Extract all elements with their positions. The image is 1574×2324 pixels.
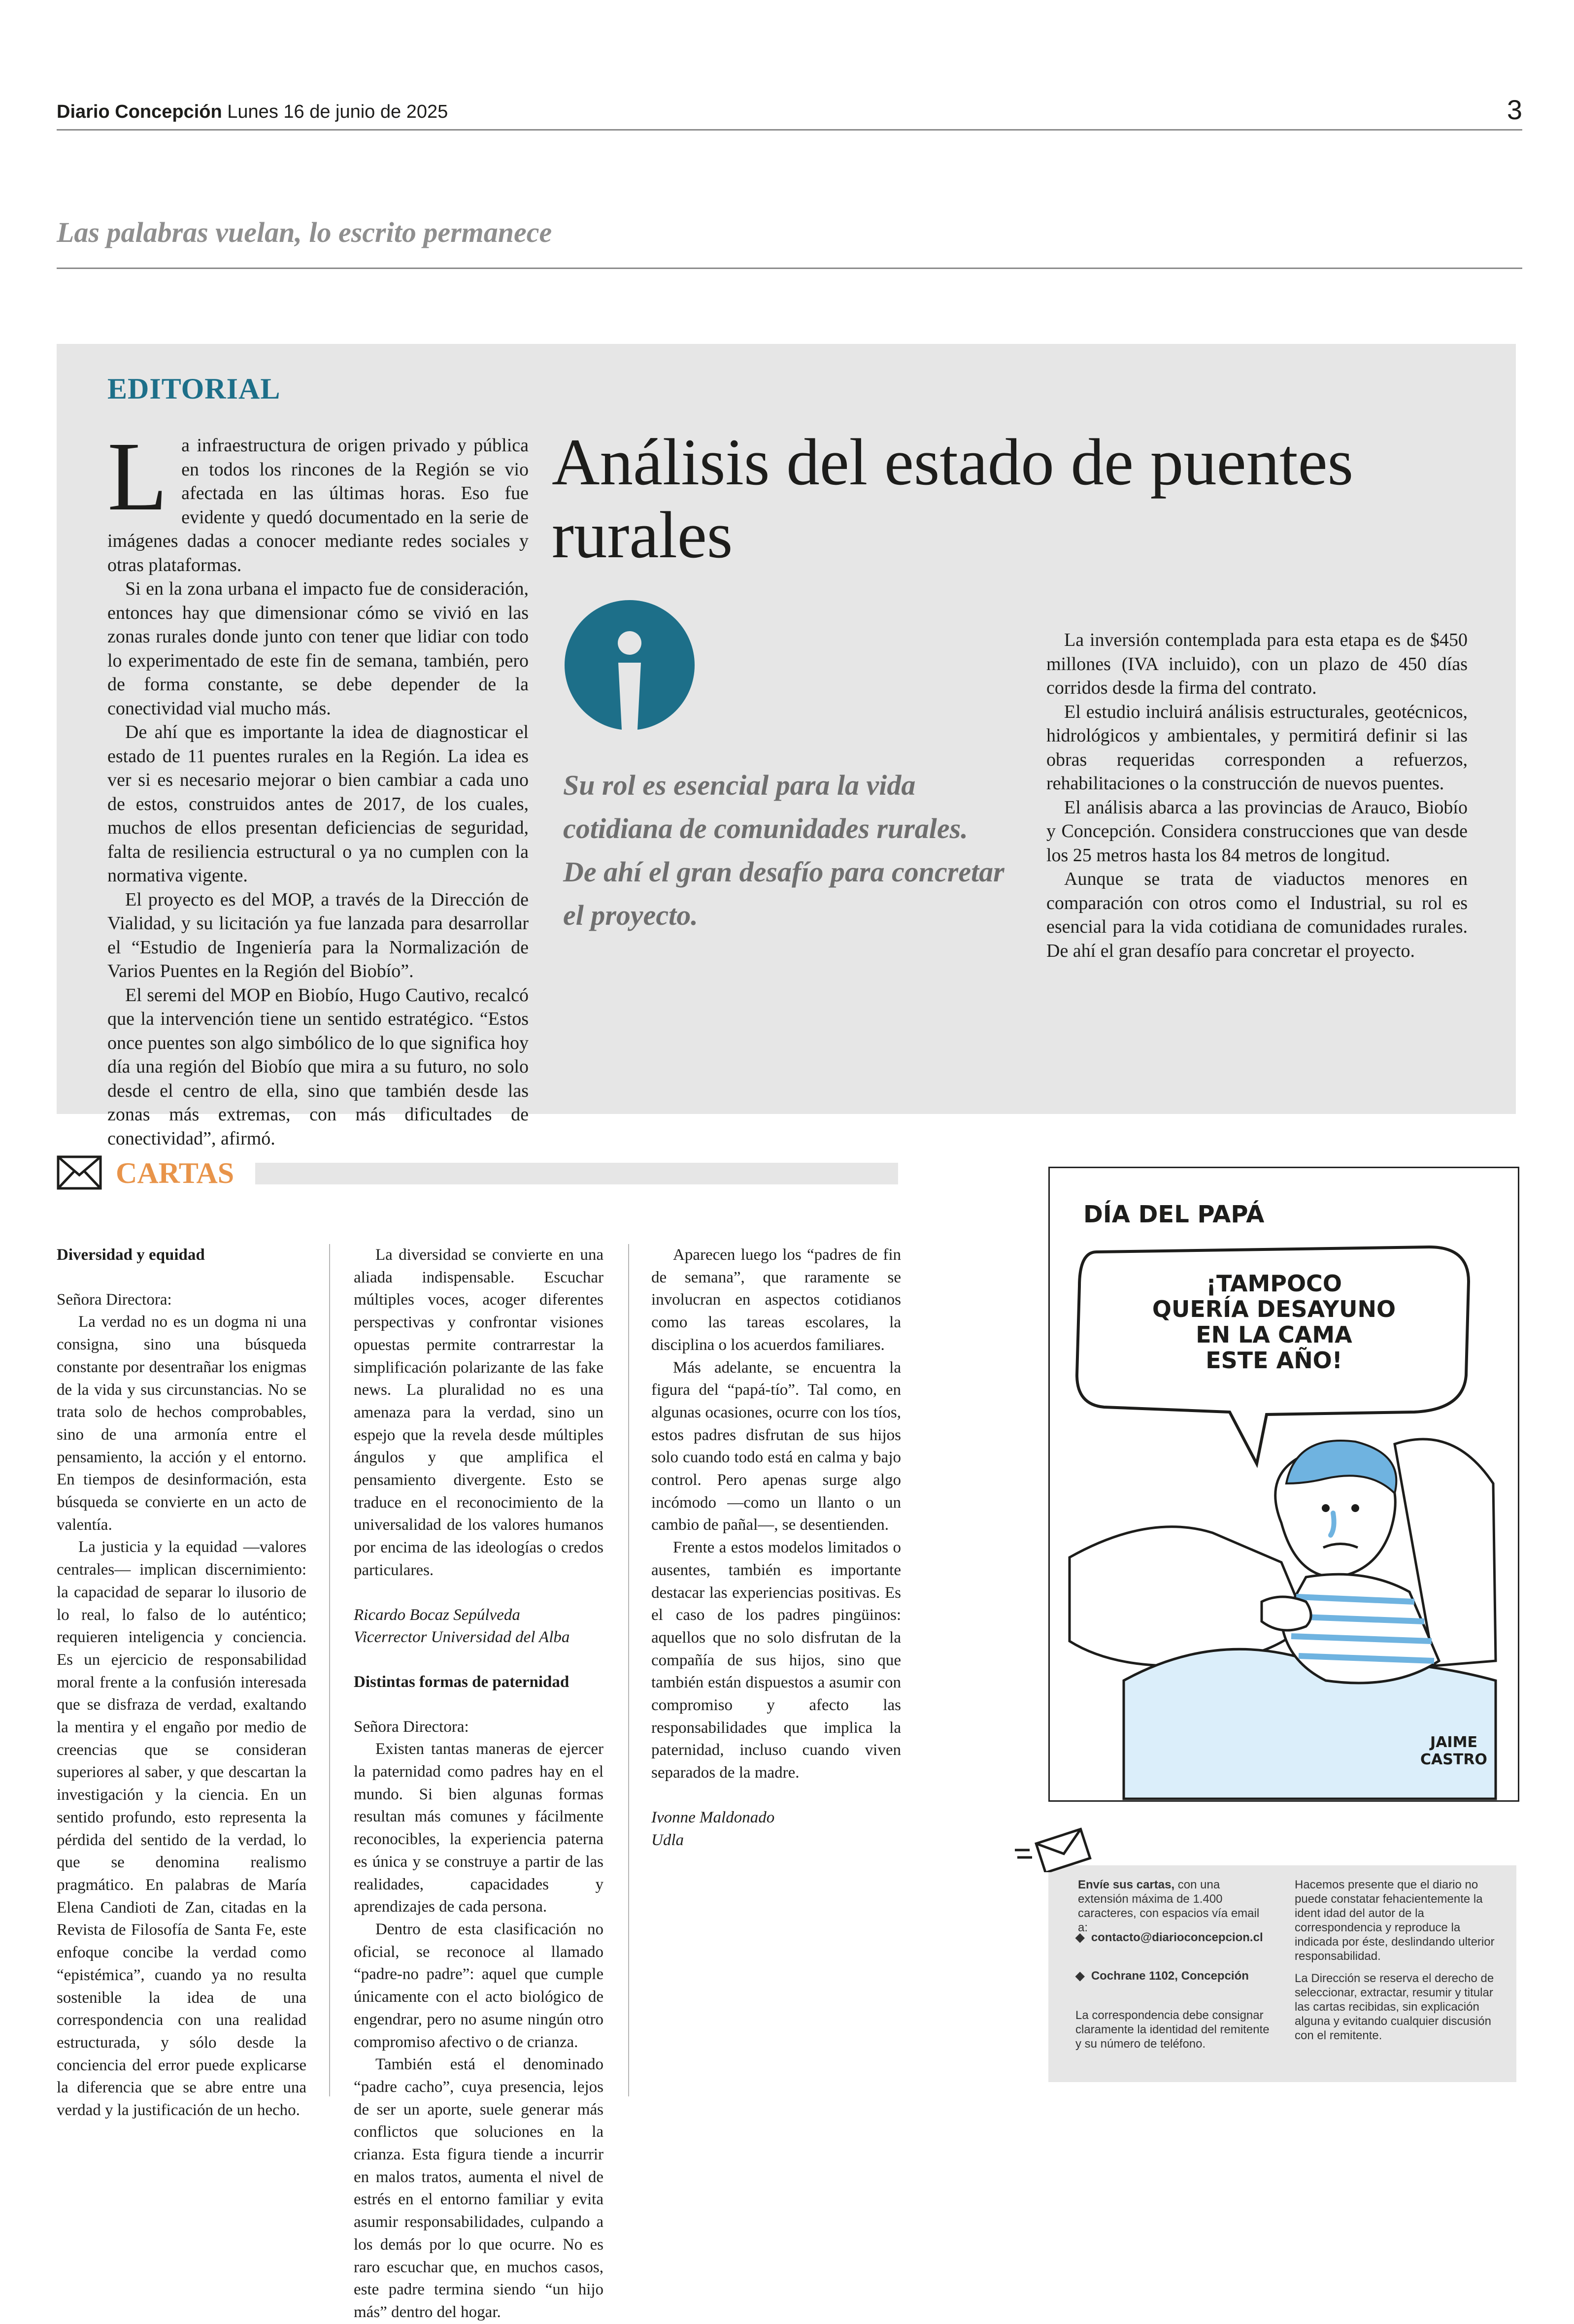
pull-quote: Su rol es esencial para la vida cotidiana de comunidades rurales. De ahí el gran desafío para concretar el proyecto. [563, 769, 1005, 931]
disclaimer-paragraph: Hacemos presente que el diario no puede constatar fehacientemente la ident idad del autor de la correspondencia y reproduce la indicada por éste, deslindando ulterior responsabilidad. [1295, 1878, 1495, 1963]
identity-note: La correspondencia debe consignar claramente la identidad del remitente y su número de teléfono. [1075, 2009, 1270, 2051]
editorial-paragraph: De ahí que es importante la idea de diagnosticar el estado de 11 puentes rurales en la Región. La idea es ver si es necesario mejorar o bien cambiar a cada uno de estos, construidos antes de 2017, de los cuales, muchos de ellos presentan deficiencias de seguridad, falta de resiliencia estructural o ya no cumplen con la normativa vigente. [107, 722, 529, 886]
letters-column-1 [57, 1244, 306, 2122]
section-slogan: Las palabras vuelan, lo escrito permanece [57, 216, 552, 248]
bubble-text-line: ¡TAMPOCO [1206, 1270, 1342, 1297]
address-line [1075, 1969, 1249, 1983]
editorial-paragraph: Aunque se trata de viaductos menores en comparación con otros como el Industrial, su rol es esencial para la vida cotidiana de comunidades rurales. De ahí el gran desafío para concretar el proyecto. [1046, 869, 1468, 961]
cartoon-panel [1048, 1167, 1519, 1802]
letter-heading: Diversidad y equidad [57, 1246, 205, 1264]
info-i-icon [563, 599, 696, 741]
newspaper-name: Diario Concepción [57, 101, 222, 122]
letter-salutation: Señora Directora: [354, 1718, 469, 1736]
diamond-bullet-icon: ◆ [1075, 1969, 1085, 1983]
envelope-icon [1015, 1823, 1094, 1872]
editorial-paragraph: El seremi del MOP en Biobío, Hugo Cautivo, recalcó que la intervención tiene un sentido estratégico. “Estos once puentes son algo simbólico de lo que significa hoy día una región del Biobío que mira a su futuro, no solo desde el centro de ella, sino que también desde las zonas más extremas, con más dificultades de conectividad”, afirmó. [107, 984, 529, 1149]
bubble-text-line: ESTE AÑO! [1206, 1347, 1342, 1374]
editorial-headline: Análisis del estado de puentes rurales [552, 426, 1354, 572]
drop-cap: L [107, 422, 168, 531]
page-number: 3 [1507, 94, 1522, 125]
submission-instructions [1078, 1878, 1270, 1935]
letter-paragraph: Dentro de esta clasificación no oficial, se reconoce al llamado “padre-no padre”: aquel que cumple únicamente con el acto biológico de engendrar, pero no asume ningún otro compromiso afectivo o de crianza. [354, 1920, 603, 2051]
bubble-text-line: EN LA CAMA [1196, 1321, 1352, 1348]
contact-address: Cochrane 1102, Concepción [1091, 1969, 1249, 1983]
editorial-paragraph: La inversión contemplada para esta etapa es de $450 millones (IVA incluido), con un plazo de 450 días corridos desde la firma del contrato. [1046, 630, 1468, 698]
bubble-text-line: QUERÍA DESAYUNO [1152, 1296, 1396, 1322]
letter-signature-name: Ivonne Maldonado [651, 1808, 775, 1826]
letter-paragraph: La justicia y la equidad —valores centrales— implican discernimiento: la capacidad de separar lo ilusorio de lo real, lo falso de lo auténtico; requieren inteligencia y conciencia. Es un ejercicio de responsabilidad moral frente a la confusión interesada que se disfraza de verdad, exaltando la mentira y el engaño por medio de creencias que se consideran superiores al saber, y que descartan la investigación y la ciencia. En un sentido profundo, esto representa la pérdida del sentido de la verdad, lo que se denomina realismo pragmático. En palabras de María Elena Candioti de Zan, citadas en la Revista de Filosofía de Santa Fe, este enfoque concibe la verdad como “epistémica”, cuando ya no resulta sostenible la idea de una correspondencia con una realidad estructurada, y sólo desde la conciencia del error puede explicarse la diferencia que se abre entre una verdad y la justificación de un hecho. [57, 1538, 306, 2120]
editorial-paragraph: El estudio incluirá análisis estructurales, geotécnicos, hidrológicos y ambientales, y permitirá definir si las obras requeridas corresponden a refuerzos, rehabilitaciones o la construcción de nuevos puentes. [1046, 701, 1468, 794]
header-rule [57, 129, 1522, 131]
letter-paragraph: Existen tantas maneras de ejercer la paternidad como padres hay en el mundo. Si bien algunas formas resultan más comunes y fácilmente reconocibles, la experiencia paterna es única y se construye a partir de las realidades, capacidades y aprendizajes de cada persona. [354, 1740, 603, 1916]
letter-paragraph: La verdad no es un dogma ni una consigna, sino una búsqueda constante por desentrañar los enigmas de la vida y sus circunstancias. No se trata solo de hechos comprobables, sino de una armonía entre el pensamiento, la acción y el entorno. En tiempos de desinformación, esta búsqueda se convierte en un acto de valentía. [57, 1313, 306, 1534]
letter-paragraph: Frente a estos modelos limitados o ausentes, también es importante destacar las experiencias positivas. Es el caso de los padres pingüinos: aquellos que no solo disfrutan de la compañía de sus hijos, sino que también están dispuestos a asumir con compromiso y afecto las responsabilidades que implica la paternidad, incluso cuando viven separados de la madre. [651, 1539, 901, 1782]
column-divider [329, 1244, 330, 2096]
diamond-bullet-icon: ◆ [1075, 1931, 1085, 1944]
letter-signature-name: Ricardo Bocaz Sepúlveda [354, 1606, 520, 1624]
editorial-paragraph: El análisis abarca a las provincias de Arauco, Biobío y Concepción. Considera construcciones que van desde los 25 metros hasta los 84 metros de longitud. [1046, 797, 1468, 866]
slogan-rule [57, 268, 1522, 269]
letter-paragraph: La diversidad se convierte en una aliada indispensable. Escuchar múltiples voces, acoger diferentes perspectivas y confrontar visiones opuestas permite contrarrestar la simplificación polarizante de las fake news. La pluralidad no es una amenaza para la verdad, sino un espejo que la revela desde múltiples ángulos y que amplifica el pensamiento divergente. Esto se traduce en el reconocimiento de la universalidad de los valores humanos por encima de las ideologías o credos particulares. [354, 1246, 603, 1579]
contact-email[interactable]: contacto@diarioconcepcion.cl [1091, 1931, 1263, 1944]
letter-paragraph: Más adelante, se encuentra la figura del “papá-tío”. Tal como, en algunas ocasiones, ocurre con los tíos, estos padres disfrutan de sus hijos solo cuando todo está en calma y bajo control. Pero apenas surge algo incómodo —como un llanto o un cambio de pañal—, se desentienden. [651, 1358, 901, 1534]
letter-signature-title: Vicerrector Universidad del Alba [354, 1628, 570, 1647]
edition-date: Lunes 16 de junio de 2025 [227, 101, 448, 122]
pajama [1281, 1574, 1439, 1683]
editorial-paragraph: Si en la zona urbana el impacto fue de consideración, entonces hay que dimensionar cómo se vivió en las zonas rurales donde junto con tener que lidiar con todo lo experimentado de este fin de semana, también, pero de forma constante, se debe depender de la conectividad vial mucho más. [107, 578, 529, 719]
editorial-paragraph: El proyecto es del MOP, a través de la Dirección de Vialidad, y su licitación ya fue lanzada para desarrollar el “Estudio de Ingeniería para la Normalización de Varios Puentes en la Región del Biobío”. [107, 889, 529, 981]
cartoon-heading: DÍA DEL PAPÁ [1083, 1201, 1265, 1228]
letters-column-2 [354, 1244, 603, 2324]
cartoonist-signature: JAIME [1430, 1734, 1477, 1751]
letters-info-box [1048, 1865, 1516, 2082]
letter-signature-title: Udla [651, 1831, 684, 1849]
email-line [1075, 1930, 1263, 1945]
send-label: Envíe sus cartas, [1078, 1878, 1175, 1891]
letter-salutation: Señora Directora: [57, 1290, 172, 1309]
disclaimer-paragraph: La Dirección se reserva el derecho de seleccionar, extractar, resumir y titular las cartas recibidas, sin explicación alguna y evitando cualquier discusión con el remitente. [1295, 1972, 1494, 2042]
letter-paragraph: Aparecen luego los “padres de fin de semana”, que raramente se involucran en aspectos cotidianos como las tareas escolares, la disciplina o los acuerdos familiares. [651, 1246, 901, 1354]
letter-paragraph: También está el denominado “padre cacho”, cuya presencia, lejos de ser un aporte, suele generar más conflictos que soluciones en la crianza. Esta figura tiende a incurrir en malos tratos, aumenta el nivel de estrés en el entorno familiar y evita asumir responsabilidades, culpando a los demás por lo que ocurre. No es raro escuchar que, en muchos casos, este padre termina siendo “un hijo más” dentro del hogar. [354, 2055, 603, 2321]
envelope-icon [57, 1155, 102, 1190]
editorial-column-left [107, 422, 529, 1150]
cartoonist-signature: CASTRO [1420, 1751, 1487, 1768]
cartas-label: CARTAS [116, 1157, 234, 1189]
column-divider [628, 1244, 629, 2096]
pillow [1070, 1527, 1306, 1666]
editorial-paragraph: La infraestructura de origen privado y pública en todos los rincones de la Región se vio afectada en las últimas horas. Eso fue evidente y quedó documentado en la serie de imágenes dadas a conocer mediante redes sociales y otras plataformas. [107, 422, 529, 575]
send-text: con una extensión máxima de 1.400 caracteres, con espacios vía email a: [1078, 1878, 1260, 1934]
letter-heading: Distintas formas de paternidad [354, 1673, 569, 1691]
cartoon-illustration [1050, 1168, 1518, 1800]
father-hand [1262, 1597, 1311, 1630]
letters-column-3 [651, 1244, 901, 1852]
masthead [57, 101, 448, 123]
editorial-label: EDITORIAL [107, 372, 281, 405]
cartas-header-bar [255, 1163, 898, 1184]
editorial-column-right [1046, 628, 1468, 963]
